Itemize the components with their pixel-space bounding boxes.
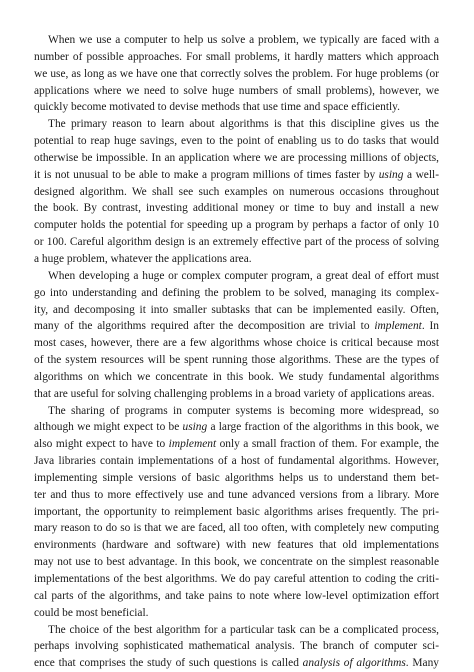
emphasized-term: implement — [374, 320, 422, 333]
text-line: may not use to best advantage. In this book, we concentrate on the simplest reasonable — [34, 556, 439, 569]
text-line: important, the opportunity to reimplement basic algorithms arises frequently. The pri- — [34, 505, 439, 518]
body-text — [34, 32, 439, 672]
text-line: applications where we need to solve huge numbers of small problems), however, we — [34, 84, 439, 97]
paragraph-2 — [34, 116, 439, 268]
emphasized-term: using — [182, 421, 208, 434]
text-line: that are useful for solving challenging problems in a broad variety of applications areas. — [34, 387, 435, 400]
text-line: implementing simple versions of basic algorithms helps us to understand them bet- — [34, 471, 439, 484]
text-line: a huge problem, whatever the applications area. — [34, 252, 252, 265]
text-line: go into understanding and defining the problem to be solved, managing its complex- — [34, 286, 439, 299]
text-line: implementations of the best algorithms. We do pay careful attention to coding the criti- — [34, 573, 439, 585]
text-line: Java libraries contain implementations of a host of fundamental algorithms. However, — [34, 455, 439, 468]
text-line: quickly become motivated to devise methods that use time and space efficiently. — [34, 101, 400, 114]
text-line: also might expect to have to implement only a small fraction of them. For example, the — [34, 438, 439, 451]
emphasized-term: using — [378, 168, 404, 181]
text-line: potential to reap huge savings, even to the point of enabling us to do tasks that would — [34, 135, 439, 148]
text-line: ity, and decomposing it into smaller subtasks that can be implemented easily. Often, — [34, 303, 439, 316]
text-line: designed algorithm. We shall see such examples on numerous occasions throughout — [34, 185, 439, 198]
text-line: When developing a huge or complex computer program, a great deal of effort must — [48, 269, 439, 282]
text-line: it is not unusual to be able to make a program millions of times faster by using a well- — [34, 168, 439, 181]
text-line: most cases, however, there are a few algorithms whose choice is critical because most — [34, 337, 439, 350]
text-line: number of possible approaches. For small problems, it hardly matters which approach — [34, 50, 439, 63]
text-line: cal parts of the algorithms, and take pains to note where low-level optimization effort — [34, 589, 439, 602]
paragraph-1 — [34, 32, 439, 116]
text-line: The primary reason to learn about algorithms is that this discipline gives us the — [48, 118, 439, 131]
paragraph-5 — [34, 622, 439, 672]
text-line: When we use a computer to help us solve a problem, we typically are faced with a — [48, 34, 439, 46]
text-line: many of the algorithms required after the decomposition are trivial to implement. In — [34, 320, 439, 333]
text-line: could be most beneficial. — [34, 606, 149, 619]
emphasized-term: implement — [168, 438, 217, 451]
text-line: mary reason to do so is that we are faced, all too often, with completely new computing — [34, 522, 439, 535]
text-line: ter and thus to more effectively use and tune advanced versions from a library. More — [34, 488, 439, 501]
paragraph-4 — [34, 403, 439, 622]
text-line: The choice of the best algorithm for a particular task can be a complicated process, — [48, 623, 439, 636]
text-line: or 100. Careful algorithm design is an extremely effective part of the process of solving — [34, 236, 439, 249]
text-line: ence that comprises the study of such questions is called analysis of algorithms. Many — [34, 657, 439, 670]
paragraph-3 — [34, 268, 439, 403]
text-line: perhaps involving sophisticated mathematical analysis. The branch of computer sci- — [34, 640, 439, 653]
text-line: computer holds the potential for speeding up a program by perhaps a factor of only 10 — [34, 219, 439, 232]
text-line: environments (hardware and software) with new features that old implementations — [34, 539, 439, 552]
text-line: we use, as long as we have one that correctly solves the problem. For huge problems (or — [34, 67, 439, 80]
text-line: although we might expect to be using a large fraction of the algorithms in this book, we — [34, 421, 439, 434]
text-line: algorithms on which we concentrate in this book. We study fundamental algorithms — [34, 370, 439, 383]
text-line: The sharing of programs in computer systems is becoming more widespread, so — [48, 404, 439, 417]
text-line: of the system resources will be spent running those algorithms. These are the types of — [34, 354, 439, 367]
text-line: otherwise be impossible. In an application where we are processing millions of objects, — [34, 151, 439, 164]
emphasized-term: analysis of algorithms — [302, 657, 406, 670]
text-line: the book. By contrast, investing additional money or time to buy and install a new — [34, 202, 439, 215]
